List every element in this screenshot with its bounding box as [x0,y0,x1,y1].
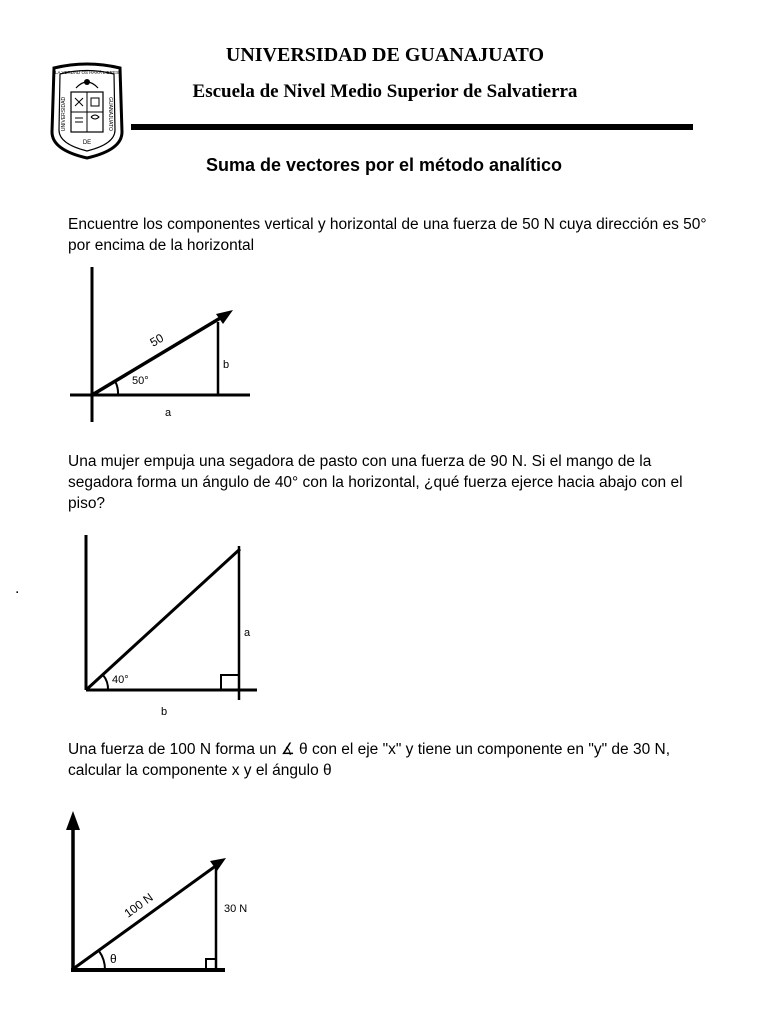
school-name: Escuela de Nivel Medio Superior de Salvatierra [192,81,578,102]
p3-30n-label: 30 N [224,903,248,915]
seal-text-left: UNIVERSIDAD [61,96,67,132]
p2-b-label: b [161,706,168,718]
p2-angle-arc [103,675,108,690]
p3-y-arrowhead [66,811,80,830]
p3-force-vector [73,865,217,969]
p1-arrowhead [216,310,233,324]
page-title: Suma de vectores por el método analítico [205,155,563,175]
p3-magnitude-label: 100 N [121,890,156,921]
seal-text-right: GUANAJUATO [107,97,113,131]
seal-motto: LA VERDAD OS HARÁ LIBRES [54,70,120,75]
p2-a-label: a [244,627,251,639]
p1-a-label: a [165,407,172,419]
p2-angle-label: 40° [112,674,129,686]
p3-angle-arc [99,951,105,970]
header-divider [131,124,693,130]
university-name: UNIVERSIDAD DE GUANAJUATO [225,44,545,66]
p1-b-label: b [223,359,230,371]
p1-angle-label: 50° [132,375,149,387]
problem-2-diagram [60,532,280,722]
p1-force-vector [92,317,222,395]
university-seal [46,62,128,160]
p3-angle-label: θ [110,952,117,966]
stray-dot: . [15,580,20,597]
seal-text-bottom: DE [82,140,92,146]
p1-angle-arc [115,381,118,395]
p2-right-angle [221,675,239,690]
p1-magnitude-label: 50 [147,330,167,350]
problem-3-text: Una fuerza de 100 N forma un ∡ θ con el eje "x" y tiene un componente en "y" de 30 N, calcular la componente x y el ángulo θ [68,741,671,779]
problem-1-diagram [60,262,260,432]
problem-2-text: Una mujer empuja una segadora de pasto con una fuerza de 90 N. Si el mango de la segadora forma un ángulo de 40° con la horizontal, ¿qué fuerza ejerce hacia abajo con el piso? [68,453,683,512]
problem-3-diagram [60,808,280,978]
p2-force-line [86,549,240,690]
problem-1-text: Encuentre los componentes vertical y horizontal de una fuerza de 50 N cuya dirección es 50° por encima de la horizontal [68,216,707,254]
